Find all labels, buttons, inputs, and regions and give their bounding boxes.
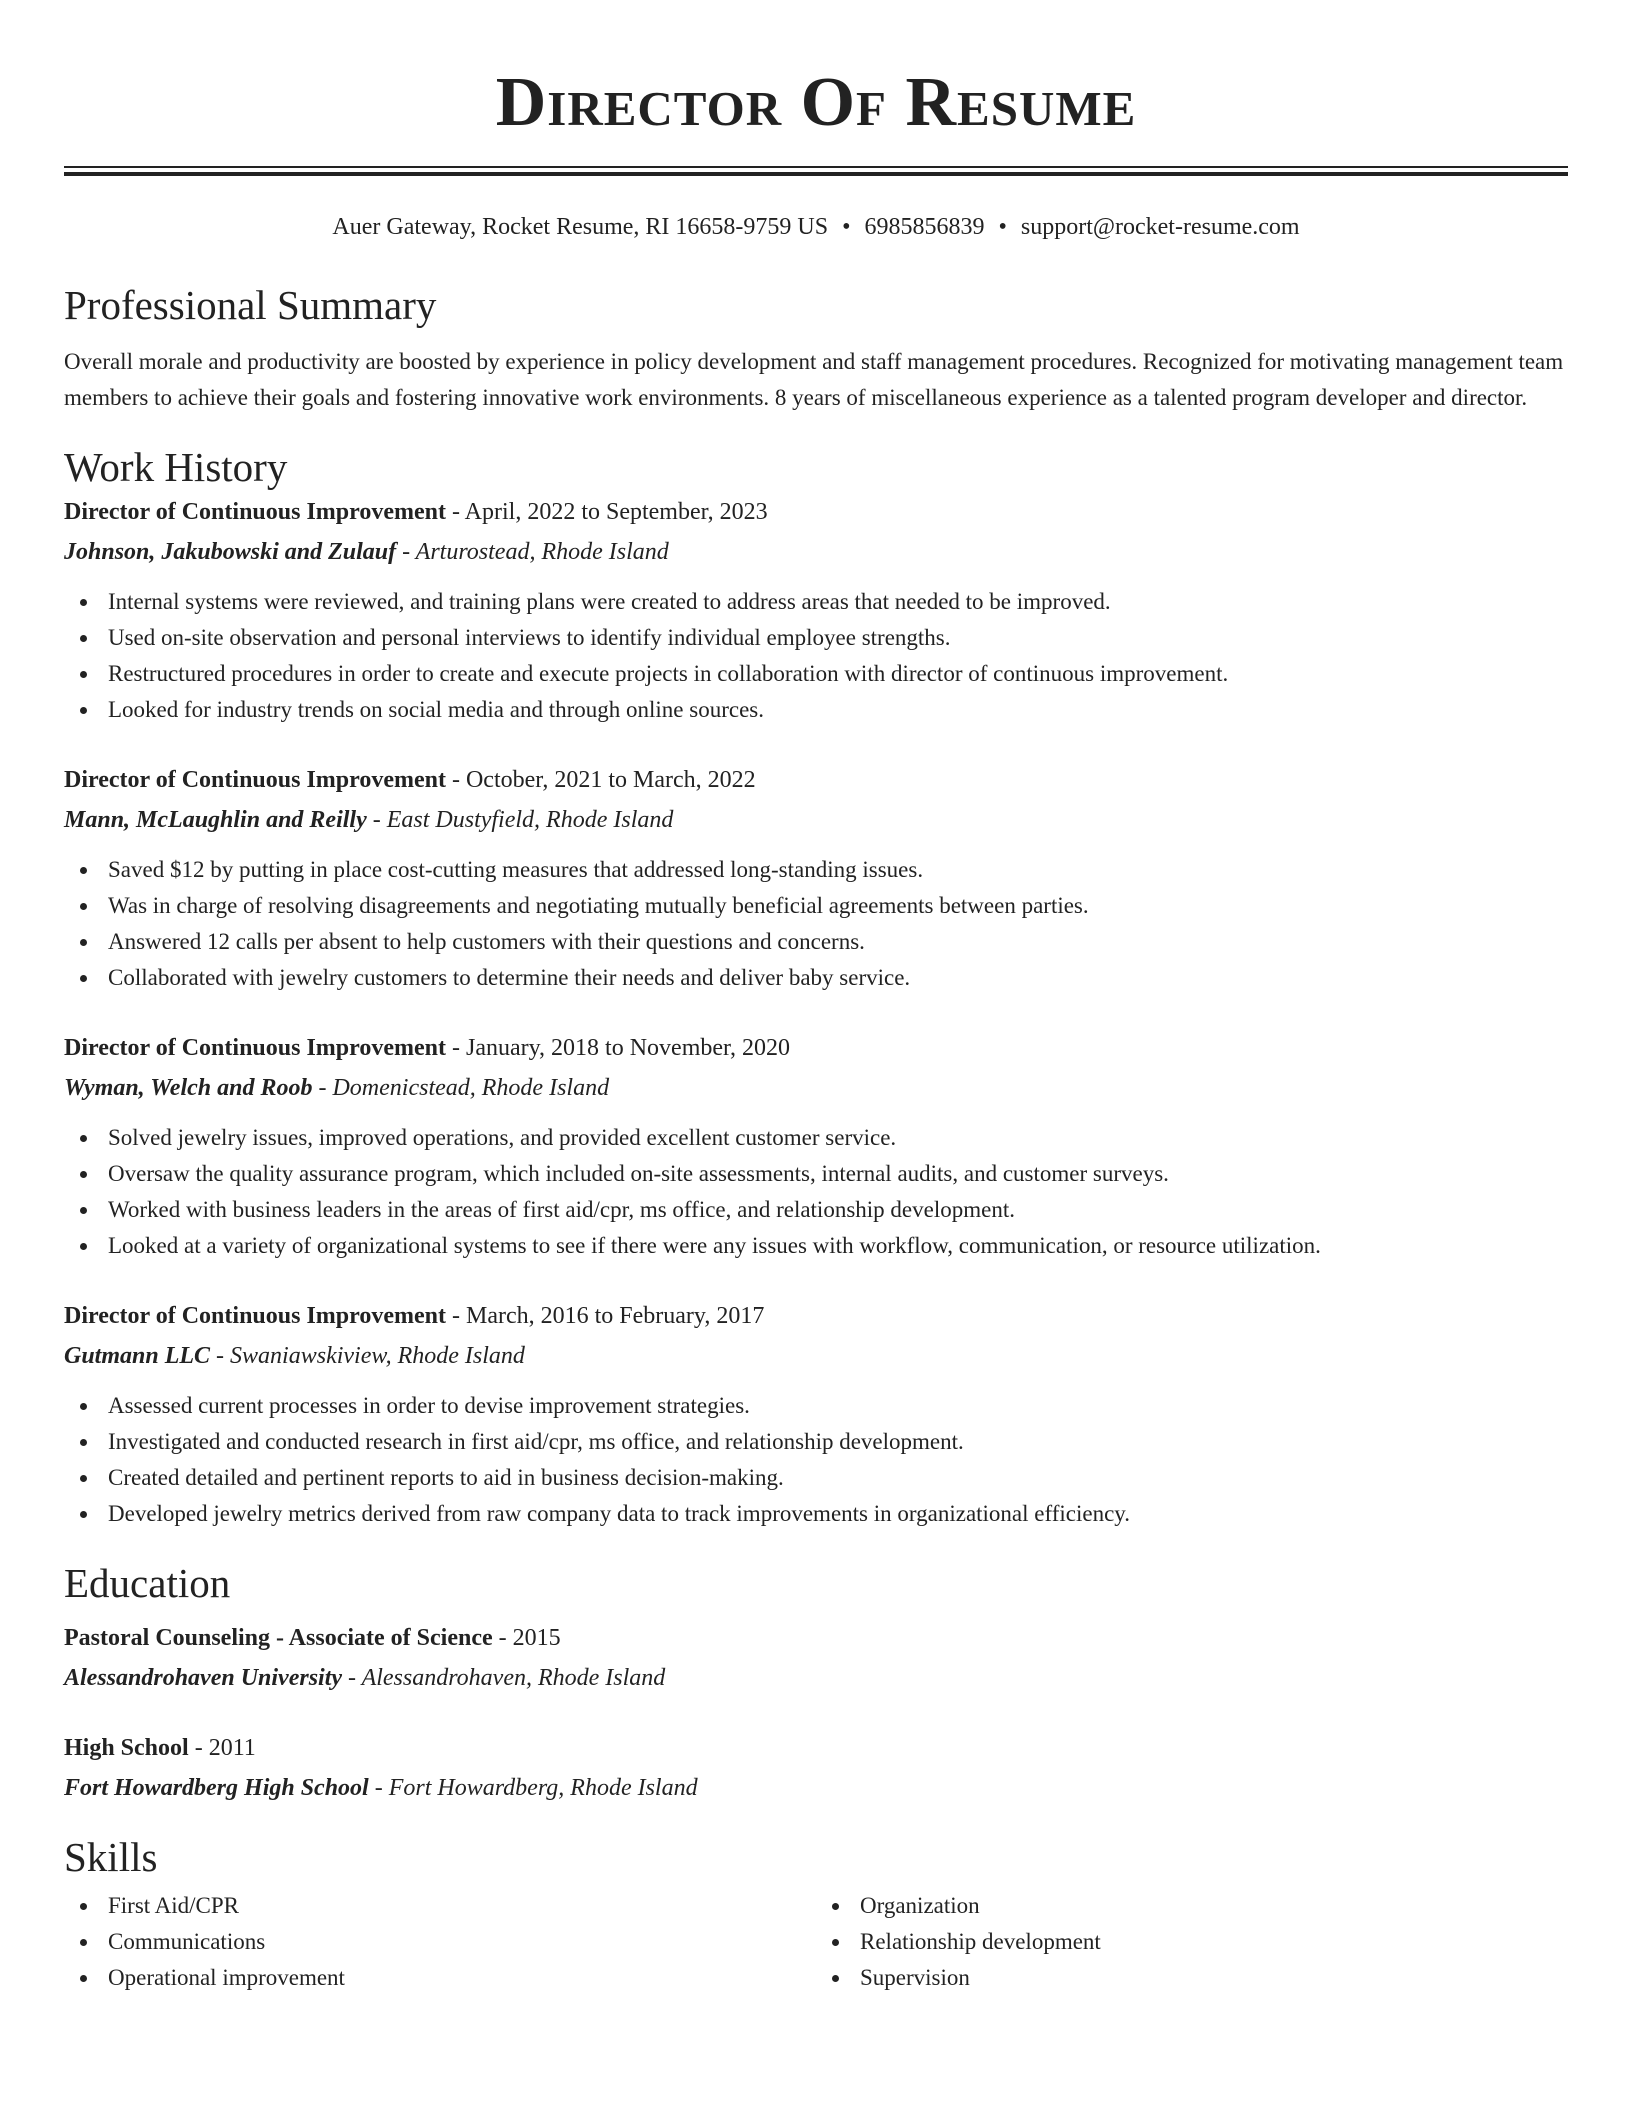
bullet-icon [80, 635, 87, 642]
job-company: Mann, McLaughlin and Reilly [64, 807, 367, 833]
list-item [108, 656, 1568, 692]
bullet-icon [80, 707, 87, 714]
job-role: Director of Continuous Improvement [64, 767, 446, 793]
bullet-text: Used on-site observation and personal interviews to identify individual employee strengths. [108, 625, 951, 650]
bullet-icon [80, 1939, 87, 1946]
contact-separator: • [842, 214, 851, 240]
bullet-icon [80, 939, 87, 946]
bullet-text: Developed jewelry metrics derived from raw company data to track improvements in organizational efficiency. [108, 1501, 1131, 1526]
bullet-text: Restructured procedures in order to create and execute projects in collaboration with director of continuous improvement. [108, 661, 1229, 686]
bullet-text: Created detailed and pertinent reports to aid in business decision-making. [108, 1465, 784, 1490]
skill-text: Supervision [860, 1965, 970, 1990]
bullet-text: Collaborated with jewelry customers to determine their needs and deliver baby service. [108, 965, 911, 990]
job-entry [64, 1028, 1568, 1264]
job-header [64, 1028, 1568, 1068]
job-location: - Arturostead, Rhode Island [396, 539, 669, 565]
contact-separator: • [998, 214, 1007, 240]
list-item [108, 888, 1568, 924]
bullet-text: Internal systems were reviewed, and training plans were created to address areas that needed to be improved. [108, 589, 1111, 614]
bullet-icon [80, 903, 87, 910]
bullet-icon [80, 1511, 87, 1518]
list-item [108, 852, 1568, 888]
resume-page [64, 0, 1568, 1996]
bullet-icon [80, 1439, 87, 1446]
job-role: Director of Continuous Improvement [64, 499, 446, 525]
contact-phone[interactable]: 6985856839 [864, 214, 985, 240]
bullet-text: Saved $12 by putting in place cost-cutting measures that addressed long-standing issues. [108, 857, 924, 882]
list-item [108, 1496, 1568, 1532]
job-bullets [64, 852, 1568, 996]
summary-heading: Professional Summary [64, 282, 437, 328]
bullet-text: Investigated and conducted research in first aid/cpr, ms office, and relationship development. [108, 1429, 964, 1454]
job-company: Gutmann LLC [64, 1343, 211, 1369]
summary-text: Overall morale and productivity are boosted by experience in policy development and staff management procedures. Recognized for motivating management team members to achieve their goals and fostering innovative work environments. 8 years of miscellaneous experience as a talented program developer and director. [64, 349, 1564, 410]
skill-text: First Aid/CPR [108, 1893, 240, 1918]
bullet-icon [80, 1903, 87, 1910]
list-item [860, 1888, 1568, 1924]
job-header [64, 760, 1568, 800]
list-item [108, 584, 1568, 620]
bullet-icon [832, 1903, 839, 1910]
job-employer [64, 1336, 1568, 1376]
job-employer [64, 800, 1568, 840]
bullet-icon [80, 1171, 87, 1178]
contact-line [64, 212, 1568, 242]
job-entry [64, 1296, 1568, 1532]
work-history-heading: Work History [64, 444, 288, 490]
list-item [108, 1156, 1568, 1192]
list-item [108, 620, 1568, 656]
job-bullets [64, 584, 1568, 728]
job-dates: - March, 2016 to February, 2017 [445, 1303, 765, 1329]
education-location: - Alessandrohaven, Rhode Island [342, 1665, 666, 1691]
list-item [108, 1120, 1568, 1156]
skill-text: Relationship development [860, 1929, 1101, 1954]
skill-text: Organization [860, 1893, 980, 1918]
job-location: - East Dustyfield, Rhode Island [366, 807, 674, 833]
bullet-text: Solved jewelry issues, improved operations, and provided excellent customer service. [108, 1125, 897, 1150]
bullet-text: Was in charge of resolving disagreements and negotiating mutually beneficial agreements between parties. [108, 893, 1089, 918]
list-item [108, 1424, 1568, 1460]
education-year: - 2015 [492, 1625, 561, 1651]
bullet-icon [832, 1975, 839, 1982]
list-item [108, 1228, 1568, 1264]
bullet-icon [80, 867, 87, 874]
list-item [108, 1388, 1568, 1424]
list-item [108, 924, 1568, 960]
skills-heading: Skills [64, 1834, 158, 1880]
header-divider [64, 166, 1568, 176]
job-entry [64, 492, 1568, 728]
job-company: Wyman, Welch and Roob [64, 1075, 313, 1101]
education-school: Alessandrohaven University [64, 1665, 343, 1691]
bullet-icon [80, 1135, 87, 1142]
education-institution [64, 1768, 1568, 1808]
bullet-icon [80, 671, 87, 678]
bullet-text: Answered 12 calls per absent to help customers with their questions and concerns. [108, 929, 865, 954]
job-role: Director of Continuous Improvement [64, 1035, 446, 1061]
contact-email[interactable]: support@rocket-resume.com [1020, 214, 1300, 240]
bullet-icon [80, 975, 87, 982]
list-item [108, 1460, 1568, 1496]
education-degree: Pastoral Counseling - Associate of Science [64, 1625, 493, 1651]
bullet-icon [80, 1403, 87, 1410]
skills-columns [64, 1888, 1568, 1996]
job-dates: - October, 2021 to March, 2022 [445, 767, 756, 793]
bullet-text: Worked with business leaders in the areas of first aid/cpr, ms office, and relationship development. [108, 1197, 1015, 1222]
bullet-icon [80, 1243, 87, 1250]
education-entry [64, 1618, 1568, 1698]
skills-list-left [64, 1888, 816, 1996]
job-bullets [64, 1120, 1568, 1264]
education-header [64, 1728, 1568, 1768]
bullet-icon [80, 1475, 87, 1482]
bullet-icon [832, 1939, 839, 1946]
list-item [860, 1924, 1568, 1960]
bullet-text: Looked at a variety of organizational systems to see if there were any issues with workflow, communication, or resource utilization. [108, 1233, 1321, 1258]
job-employer [64, 532, 1568, 572]
skills-list-right [816, 1888, 1568, 1996]
list-item [108, 960, 1568, 996]
job-location: - Swaniawskiview, Rhode Island [210, 1343, 525, 1369]
list-item [108, 1924, 816, 1960]
bullet-icon [80, 599, 87, 606]
contact-address: Auer Gateway, Rocket Resume, RI 16658-9759 US [332, 214, 829, 240]
education-heading: Education [64, 1560, 231, 1606]
job-employer [64, 1068, 1568, 1108]
job-bullets [64, 1388, 1568, 1532]
job-location: - Domenicstead, Rhode Island [312, 1075, 610, 1101]
bullet-icon [80, 1207, 87, 1214]
education-institution [64, 1658, 1568, 1698]
bullet-icon [80, 1975, 87, 1982]
education-entry [64, 1728, 1568, 1808]
education-header [64, 1618, 1568, 1658]
bullet-text: Looked for industry trends on social media and through online sources. [108, 697, 764, 722]
list-item [108, 1192, 1568, 1228]
job-dates: - January, 2018 to November, 2020 [445, 1035, 791, 1061]
education-location: - Fort Howardberg, Rhode Island [368, 1775, 698, 1801]
list-item [108, 692, 1568, 728]
list-item [860, 1960, 1568, 1996]
job-role: Director of Continuous Improvement [64, 1303, 446, 1329]
skill-text: Operational improvement [108, 1965, 345, 1990]
bullet-text: Assessed current processes in order to devise improvement strategies. [108, 1393, 750, 1418]
job-header [64, 492, 1568, 532]
list-item [108, 1888, 816, 1924]
job-company: Johnson, Jakubowski and Zulauf [64, 539, 397, 565]
education-school: Fort Howardberg High School [64, 1775, 369, 1801]
education-degree: High School [64, 1735, 189, 1761]
job-header [64, 1296, 1568, 1336]
bullet-text: Oversaw the quality assurance program, which included on-site assessments, internal audits, and customer surveys. [108, 1161, 1169, 1186]
resume-name: Director Of Resume [495, 64, 1137, 141]
education-year: - 2011 [188, 1735, 256, 1761]
job-dates: - April, 2022 to September, 2023 [445, 499, 768, 525]
skill-text: Communications [108, 1929, 266, 1954]
list-item [108, 1960, 816, 1996]
job-entry [64, 760, 1568, 996]
